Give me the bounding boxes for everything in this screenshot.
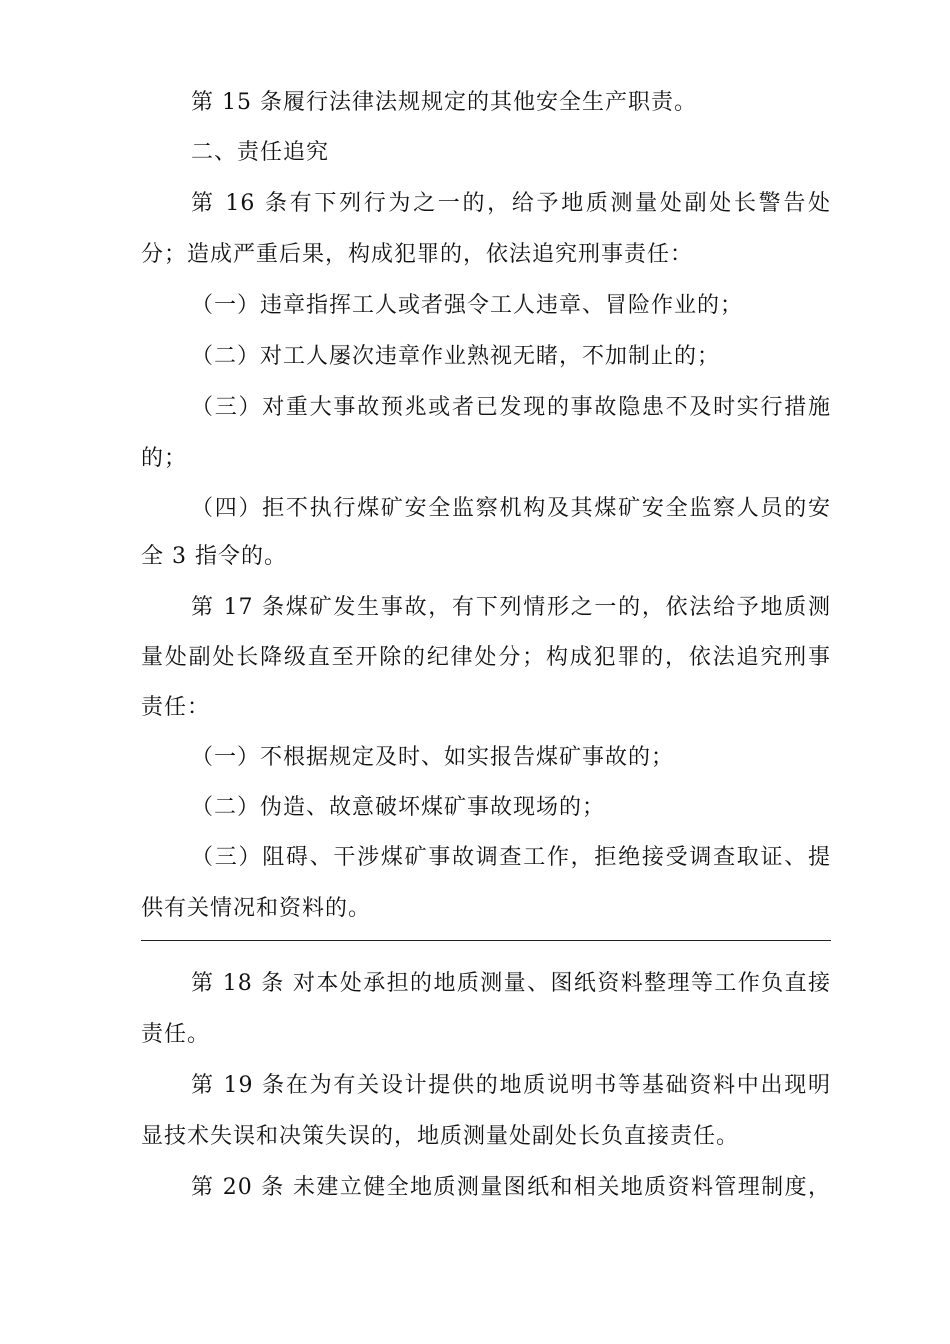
article-19-line-2: 显技术失误和决策失误的，地质测量处副处长负直接责任。 — [141, 1124, 740, 1149]
article-16-item-4-cont: 全 3 指令的。 — [141, 544, 287, 569]
article-17-item-1: （一）不根据规定及时、如实报告煤矿事故的； — [191, 745, 675, 770]
article-17-item-2: （二）伪造、故意破坏煤矿事故现场的； — [191, 795, 606, 820]
article-17-line-2: 量处副处长降级直至开除的纪律处分；构成犯罪的，依法追究刑事 — [141, 645, 831, 670]
horizontal-divider — [141, 940, 831, 941]
article-16-item-1: （一）违章指挥工人或者强令工人违章、冒险作业的； — [191, 293, 744, 318]
article-17-item-3-cont: 供有关情况和资料的。 — [141, 896, 372, 921]
article-18-line-2: 责任。 — [141, 1022, 211, 1047]
article-16-item-3-cont: 的； — [141, 446, 188, 471]
article-17-item-3: （三）阻碍、干涉煤矿事故调查工作，拒绝接受调查取证、提 — [191, 845, 831, 870]
article-17-line-3: 责任： — [141, 695, 211, 720]
article-17-line-1: 第 17 条煤矿发生事故，有下列情形之一的，依法给予地质测 — [191, 595, 831, 620]
article-16-item-3: （三）对重大事故预兆或者已发现的事故隐患不及时实行措施 — [191, 395, 831, 420]
article-20-line-1: 第 20 条 未建立健全地质测量图纸和相关地质资料管理制度， — [191, 1175, 831, 1200]
section-heading: 二、责任追究 — [191, 140, 330, 165]
article-16-item-4: （四）拒不执行煤矿安全监察机构及其煤矿安全监察人员的安 — [191, 496, 831, 521]
article-16-item-2: （二）对工人屡次违章作业熟视无睹，不加制止的； — [191, 344, 721, 369]
article-19-line-1: 第 19 条在为有关设计提供的地质说明书等基础资料中出现明 — [191, 1073, 831, 1098]
article-16-line-1: 第 16 条有下列行为之一的，给予地质测量处副处长警告处 — [191, 191, 831, 216]
article-15: 第 15 条履行法律法规规定的其他安全生产职责。 — [191, 90, 697, 115]
article-16-line-2: 分；造成严重后果，构成犯罪的，依法追究刑事责任： — [141, 242, 694, 267]
article-18-line-1: 第 18 条 对本处承担的地质测量、图纸资料整理等工作负直接 — [191, 971, 831, 996]
